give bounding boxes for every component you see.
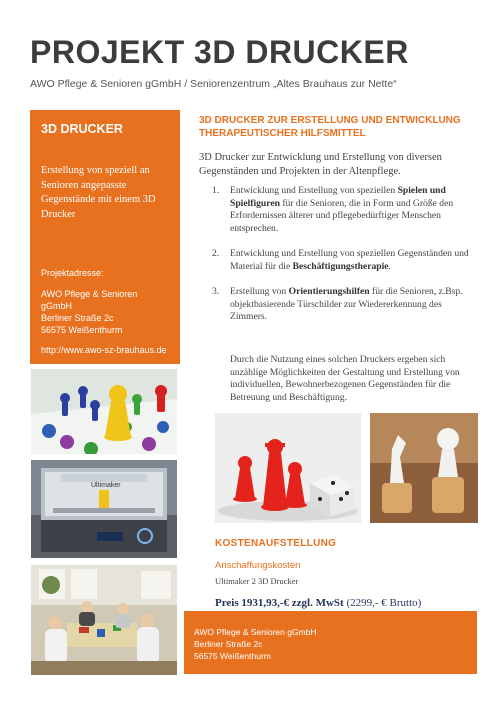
list-number: 2. [212, 248, 220, 259]
main-heading: 3D DRUCKER ZUR ERSTELLUNG UND ENTWICKLUNG THERAPEUTISCHER HILFSMITTEL [199, 115, 461, 139]
page-title: PROJEKT 3D DRUCKER [30, 34, 409, 70]
list-emphasis: Beschäftigungstherapie [292, 260, 389, 272]
footer-line: AWO Pflege & Senioren gGmbH [194, 627, 317, 637]
closing-text: Durch die Nutzung eines solchen Druckers ergeben sich unzählige Möglichkeiten der Gestaltung und Erstellung von individuellen, Bewohnerbezogenen Gegenständen für die Betreuung und Beschäftigung. [230, 354, 460, 403]
cost-item: Ultimaker 2 3D Drucker [215, 576, 299, 586]
address-line: Berliner Straße 2c [41, 313, 114, 323]
website-link[interactable]: http://www.awo-sz-brauhaus.de [41, 345, 167, 355]
sidebar-description: Erstellung von speziell an Senioren angepasste Gegenstände mit einem 3D Drucker [41, 165, 156, 220]
printer-brand-text: Ultimaker [91, 482, 121, 489]
list-text: für die Senioren, die in Form und Größe den Erfordernissen älterer und pflegebedürftiger Menschen entsprechen. [230, 197, 454, 234]
list-text: . [388, 260, 391, 272]
list-number: 1. [212, 185, 220, 196]
feature-list [212, 185, 474, 324]
list-text: für die Senioren, z.Bsp. objektbasierende Türschilder zur Wiedererkennung des Zimmers. [230, 286, 463, 322]
address-label: Projektadresse: [41, 268, 104, 278]
price-line [215, 597, 421, 609]
pawns-and-die-photo [215, 413, 361, 523]
list-text: Entwicklung und Erstellung von speziellen Gegenständen und Material für die [230, 248, 469, 272]
list-number: 3. [212, 286, 220, 297]
list-item [212, 185, 474, 235]
footer-line: 56575 Weißenthurm [194, 651, 271, 661]
list-text: Erstellung von [230, 286, 289, 297]
list-item [212, 248, 474, 273]
printer-photo [31, 460, 177, 558]
price-gross: (2299,- € Brutto) [343, 597, 422, 609]
address-line: AWO Pflege & Senioren gGmbH [41, 289, 138, 311]
list-emphasis: Spielen und Spielfiguren [230, 185, 446, 209]
seniors-playing-photo [31, 565, 177, 675]
sidebar-heading: 3D DRUCKER [41, 122, 123, 136]
address-block [41, 288, 169, 336]
list-text: Entwicklung und Erstellung von speziellen [230, 185, 398, 196]
costs-subheading: Anschaffungskosten [215, 560, 301, 571]
sidebar-box [30, 110, 180, 364]
game-figures-photo [370, 413, 478, 523]
page-subtitle: AWO Pflege & Senioren gGmbH / Seniorenzentrum „Altes Brauhaus zur Nette“ [30, 78, 397, 90]
footer-line: Berliner Straße 2c [194, 639, 263, 649]
game-pieces-photo [31, 369, 177, 454]
list-emphasis: Orientierungshilfen [288, 286, 370, 297]
list-item [212, 286, 474, 324]
price-main: Preis 1931,93,-€ zzgl. MwSt [215, 597, 344, 609]
footer-address-box [184, 611, 477, 674]
address-line: 56575 Weißenthurm [41, 325, 123, 335]
costs-heading: KOSTENAUFSTELLUNG [215, 538, 337, 549]
intro-text: 3D Drucker zur Entwicklung und Erstellung von diversen Gegenständen und Projekten in der Altenpflege. [199, 152, 442, 177]
